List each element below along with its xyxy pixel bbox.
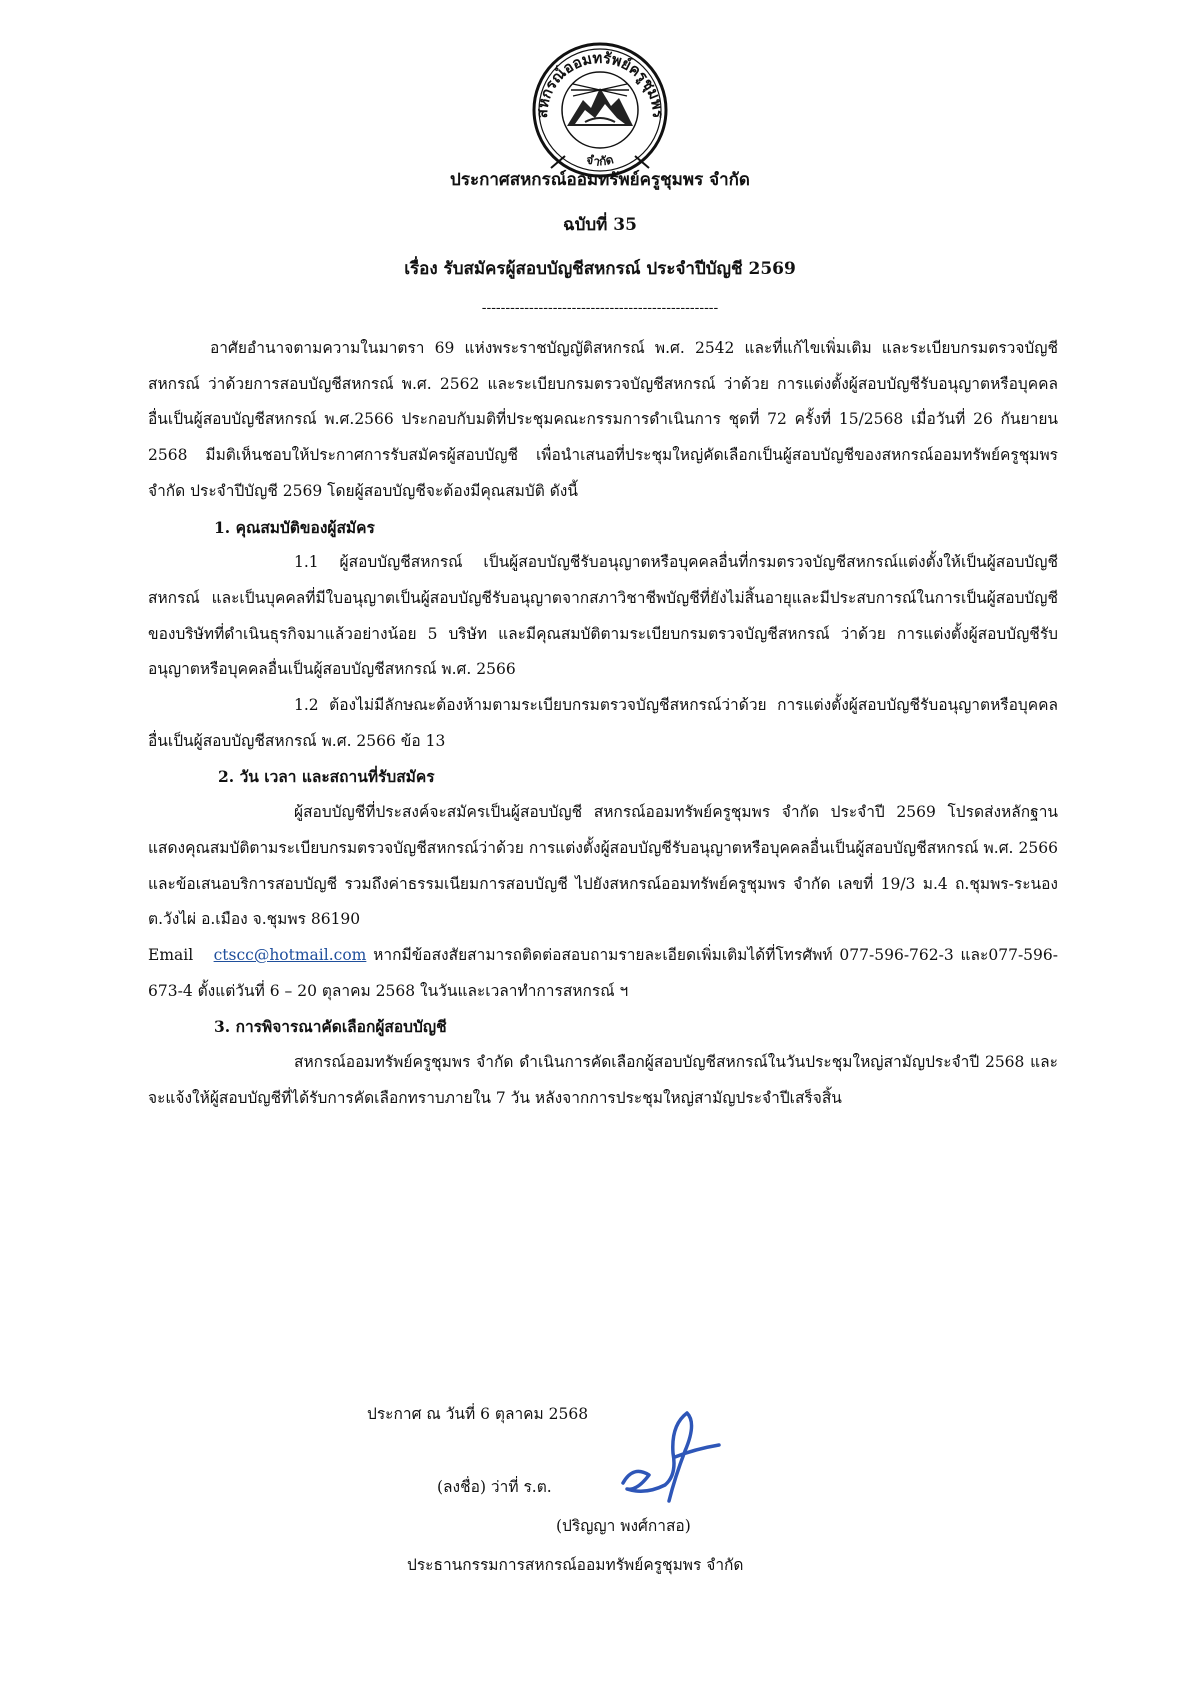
announcement-body xyxy=(148,331,1058,1116)
email-label: Email xyxy=(148,945,194,964)
announcement-title: ประกาศสหกรณ์ออมทรัพย์ครูชุมพร จำกัด xyxy=(450,170,750,190)
intro-paragraph: อาศัยอำนาจตามความในมาตรา 69 แห่งพระราชบัญญัติสหกรณ์ พ.ศ. 2542 และที่แก้ไขเพิ่มเติม และระเบียบกรมตรวจบัญชีสหกรณ์ ว่าด้วยการสอบบัญชีสหกรณ์ พ.ศ. 2562 และระเบียบกรมตรวจบัญชีสหกรณ์ ว่าด้วย การแต่งตั้งผู้สอบบัญชีรับอนุญาตหรือบุคคลอื่นเป็นผู้สอบบัญชีสหกรณ์ พ.ศ.2566 ประกอบกับมติที่ประชุมคณะกรรมการดำเนินการ ชุดที่ 72 ครั้งที่ 15/2568 เมื่อวันที่ 26 กันยายน 2568 มีมติเห็นชอบให้ประกาศการรับสมัครผู้สอบบัญชี เพื่อนำเสนอที่ประชุมใหญ่คัดเลือกเป็นผู้สอบบัญชีของสหกรณ์ออมทรัพย์ครูชุมพร จำกัด ประจำปีบัญชี 2569 โดยผู้สอบบัญชีจะต้องมีคุณสมบัติ ดังนี้ xyxy=(148,339,1058,500)
logo-bottom-text: จำกัด xyxy=(585,152,616,169)
announcement-date: ประกาศ ณ วันที่ 6 ตุลาคม 2568 xyxy=(367,1405,589,1423)
section-2-body: ผู้สอบบัญชีที่ประสงค์จะสมัครเป็นผู้สอบบัญชี สหกรณ์ออมทรัพย์ครูชุมพร จำกัด ประจำปี 2569 โปรดส่งหลักฐานแสดงคุณสมบัติตามระเบียบกรมตรวจบัญชีสหกรณ์ว่าด้วย การแต่งตั้งผู้สอบบัญชีรับอนุญาตหรือบุคคลอื่นเป็นผู้สอบบัญชีสหกรณ์ พ.ศ. 2566 และข้อเสนอบริการสอบบัญชี รวมถึงค่าธรรมเนียมการสอบบัญชี ไปยังสหกรณ์ออมทรัพย์ครูชุมพร จำกัด เลขที่ 19/3 ม.4 ถ.ชุมพร-ระนอง ต.วังไผ่ อ.เมือง จ.ชุมพร 86190 xyxy=(148,803,1058,929)
handwritten-signature xyxy=(615,1405,725,1505)
signed-by-label: (ลงชื่อ) ว่าที่ ร.ต. xyxy=(437,1478,552,1496)
cooperative-seal-logo xyxy=(525,38,675,183)
section-1-item-2: 1.2 ต้องไม่มีลักษณะต้องห้ามตามระเบียบกรมตรวจบัญชีสหกรณ์ว่าด้วย การแต่งตั้งผู้สอบบัญชีรับอนุญาตหรือบุคคลอื่นเป็นผู้สอบบัญชีสหกรณ์ พ.ศ. 2566 ข้อ 13 xyxy=(148,696,1058,750)
signer-position: ประธานกรรมการสหกรณ์ออมทรัพย์ครูชุมพร จำกัด xyxy=(407,1556,744,1574)
svg-text:จำกัด xyxy=(585,152,615,169)
section-3-heading: 3. การพิจารณาคัดเลือกผู้สอบบัญชี xyxy=(214,1017,447,1037)
section-3-body: สหกรณ์ออมทรัพย์ครูชุมพร จำกัด ดำเนินการคัดเลือกผู้สอบบัญชีสหกรณ์ในวันประชุมใหญ่สามัญประจำปี 2568 และจะแจ้งให้ผู้สอบบัญชีที่ได้รับการคัดเลือกทราบภายใน 7 วัน หลังจากการประชุมใหญ่สามัญประจำปีเสร็จสิ้น xyxy=(148,1053,1058,1107)
section-1-item-1: 1.1 ผู้สอบบัญชีสหกรณ์ เป็นผู้สอบบัญชีรับอนุญาตหรือบุคคลอื่นที่กรมตรวจบัญชีสหกรณ์แต่งตั้งให้เป็นผู้สอบบัญชีสหกรณ์ และเป็นบุคคลที่มีใบอนุญาตเป็นผู้สอบบัญชีรับอนุญาตจากสภาวิชาชีพบัญชีที่ยังไม่สิ้นอายุและมีประสบการณ์ในการเป็นผู้สอบบัญชีของบริษัทที่ดำเนินธุรกิจมาแล้วอย่างน้อย 5 บริษัท และมีคุณสมบัติตามระเบียบกรมตรวจบัญชีสหกรณ์ ว่าด้วย การแต่งตั้งผู้สอบบัญชีรับอนุญาตหรือบุคคลอื่นเป็นผู้สอบบัญชีสหกรณ์ พ.ศ. 2566 xyxy=(148,553,1058,679)
signer-name: (ปริญญา พงศ์กาสอ) xyxy=(556,1517,691,1535)
announcement-issue: ฉบับที่ 35 xyxy=(563,215,637,235)
announcement-subject: เรื่อง รับสมัครผู้สอบบัญชีสหกรณ์ ประจำปีบัญชี 2569 xyxy=(404,259,796,279)
contact-text: หากมีข้อสงสัยสามารถติดต่อสอบถามรายละเอียดเพิ่มเติมได้ที่โทรศัพท์ 077-596-762-3 และ077-596-673-4 ตั้งแต่วันที่ 6 – 20 ตุลาคม 2568 ในวันและเวลาทำการสหกรณ์ ฯ xyxy=(148,945,1059,1000)
section-2-heading: 2. วัน เวลา และสถานที่รับสมัคร xyxy=(218,767,435,787)
section-1-heading: 1. คุณสมบัติของผู้สมัคร xyxy=(214,517,375,537)
logo-top-text: สหกรณ์ออมทรัพย์ครูชุมพร xyxy=(532,48,668,119)
section-2-contact xyxy=(148,938,1058,1009)
title-separator: -------------------------------------------------- xyxy=(481,300,719,316)
email-link[interactable]: ctscc@hotmail.com xyxy=(213,945,367,964)
